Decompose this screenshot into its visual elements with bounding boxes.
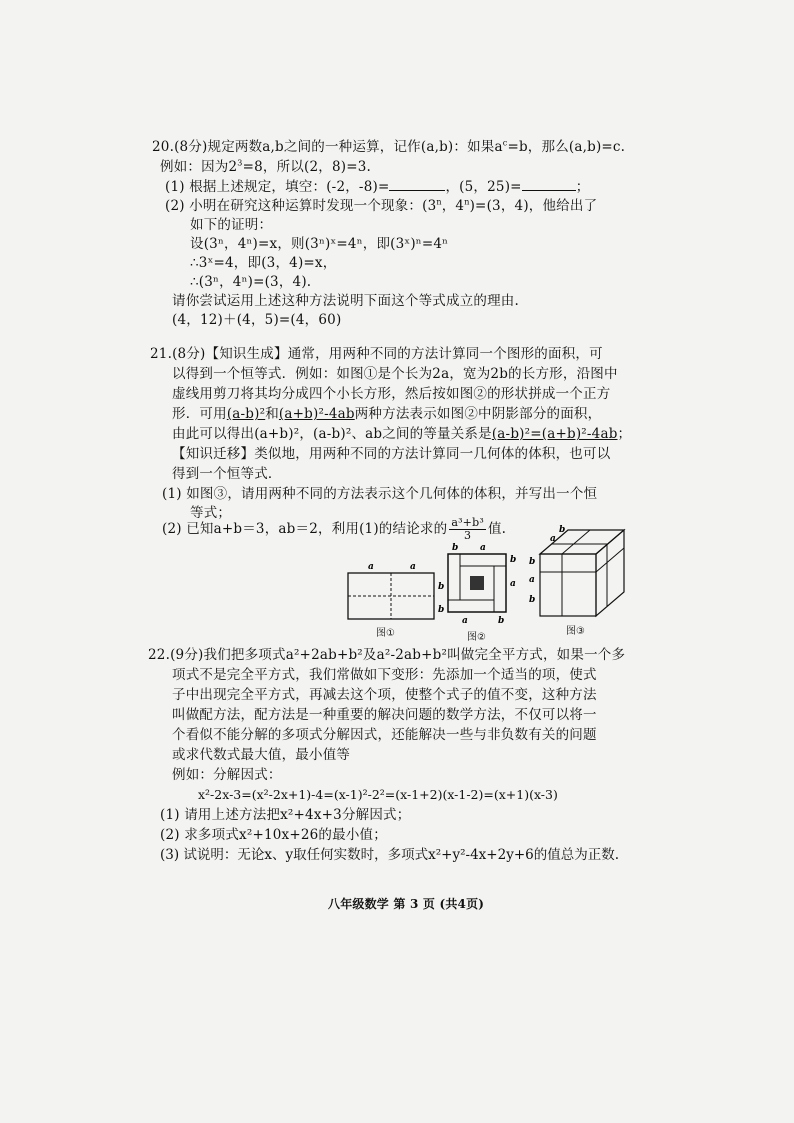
q21-fraction: $\frac{\text{a³+b³}}{3}$ bbox=[451, 516, 484, 542]
figure-1-caption: 图① bbox=[376, 628, 395, 639]
figure-2-caption: 图② bbox=[467, 632, 486, 643]
q21-part1: (1) 如图③，请用两种不同的方法表示这个几何体的体积，并写出一个恒 bbox=[162, 486, 598, 502]
fig2-label-b-top: b bbox=[452, 543, 459, 553]
figure-1-rectangle bbox=[340, 560, 450, 624]
q22-line2: 项式不是完全平方式，我们常做如下变形：先添加一个适当的项，使式 bbox=[172, 667, 597, 683]
q20-part2-line2: 如下的证明： bbox=[190, 217, 273, 233]
q21-part2: (2) 已知a+b＝3，ab＝2，利用(1)的结论求的 $\frac{\text{a³+b³}}{3}$ 值. bbox=[162, 516, 507, 542]
q20-equation: (4，12)＋(4，5)=(4，60) bbox=[172, 312, 342, 328]
q21-part1-line2: 等式； bbox=[190, 505, 232, 521]
fig3-label-b-top: b bbox=[559, 525, 566, 535]
page-footer: 八年级数学 第 3 页 (共4页) bbox=[328, 897, 485, 911]
q22-line5: 个看似不能分解的多项式分解因式，还能解决一些与非负数有关的问题 bbox=[172, 727, 597, 743]
fig3-label-b-lower: b bbox=[529, 595, 536, 605]
q20-line1: 20.(8分)规定两数a,b之间的一种运算，记作(a,b)：如果$a^c=b$，那么(a,b)=c. bbox=[152, 138, 626, 155]
q22-example: 例如：分解因式： bbox=[172, 767, 282, 783]
q21-line5: 由此可以得出(a+b)²，(a-b)²、ab之间的等量关系是(a-b)²=(a+b)²-4ab； bbox=[172, 426, 632, 442]
figure-3-caption: 图③ bbox=[566, 626, 585, 637]
fig2-label-b-right: b bbox=[510, 555, 517, 565]
fig1-label-a-right: a bbox=[410, 562, 416, 572]
fig2-label-b-bottom: b bbox=[498, 616, 505, 626]
q21-line6: 【知识迁移】类似地，用两种不同的方法计算同一几何体的体积，也可以 bbox=[172, 446, 611, 462]
q22-line3: 子中出现完全平方式，再减去这个项，使整个式子的值不变，这种方法 bbox=[172, 687, 597, 703]
fig1-label-a-left: a bbox=[368, 562, 374, 572]
q20-proof-2: ∴3ˣ=4，即(3，4)=x， bbox=[190, 255, 337, 271]
q21-line4: 形．可用(a-b)²和(a+b)²-4ab两种方法表示如图②中阴影部分的面积， bbox=[172, 406, 602, 422]
figure-2-square bbox=[440, 540, 520, 630]
fig3-label-a-top: a bbox=[550, 534, 556, 544]
q22-line6: 或求代数式最大值，最小值等 bbox=[172, 747, 351, 763]
q21-line7: 得到一个恒等式． bbox=[172, 466, 282, 482]
fig1-label-b-top: b bbox=[438, 582, 445, 592]
q21-line3: 虚线用剪刀将其均分成四个小长方形，然后按如图②的形状拼成一个正方 bbox=[172, 386, 611, 402]
q20-proof-1: 设(3ⁿ，4ⁿ)=x，则(3ⁿ)ˣ=4ⁿ，即(3ˣ)ⁿ=4ⁿ bbox=[190, 236, 449, 252]
q20-part1: (1) 根据上述规定，填空：(-2，-8)= ，(5，25)= ； bbox=[165, 179, 590, 195]
q22-part1: (1) 请用上述方法把x²+4x+3分解因式； bbox=[160, 807, 411, 823]
fig2-label-a-top: a bbox=[480, 543, 486, 553]
fig3-label-a-left: a bbox=[529, 575, 535, 585]
q22-example-formula: x²-2x-3=(x²-2x+1)-4=(x-1)²-2²=(x-1+2)(x-1-2)=(x+1)(x-3) bbox=[198, 787, 558, 802]
q21-line1: 21.(8分)【知识生成】通常，用两种不同的方法计算同一个图形的面积，可 bbox=[150, 346, 603, 362]
q21-line2: 以得到一个恒等式．例如：如图①是个长为2a，宽为2b的长方形，沿图中 bbox=[172, 366, 618, 382]
q20-part2: (2) 小明在研究这种运算时发现一个现象：(3$^n$，$4^n)=(3$，4)，他给出了 bbox=[165, 197, 598, 214]
fig1-label-b-bottom: b bbox=[438, 605, 445, 615]
q20-example: 例如：因为$2^3=8$，所以(2，8)=3. bbox=[160, 158, 371, 175]
q22-part2: (2) 求多项式x²+10x+26的最小值； bbox=[160, 827, 387, 843]
q22-part3: (3) 试说明：无论x、y取任何实数时，多项式x²+y²-4x+2y+6的值总为正数. bbox=[160, 847, 620, 863]
fig3-label-b-left: b bbox=[529, 557, 536, 567]
q20-ask: 请你尝试运用上述这种方法说明下面这个等式成立的理由. bbox=[172, 293, 519, 309]
figure-3-cube bbox=[528, 524, 632, 622]
q20-proof-3: ∴(3ⁿ，4ⁿ)=(3，4). bbox=[190, 274, 312, 290]
q22-line1: 22.(9分)我们把多项式a²+2ab+b²及a²-2ab+b²叫做完全平方式，如果一个多 bbox=[148, 647, 626, 663]
fig2-label-a-right: a bbox=[510, 579, 516, 589]
q22-line4: 叫做配方法，配方法是一种重要的解决问题的数学方法，不仅可以将一 bbox=[172, 707, 597, 723]
fig2-label-a-bottom: a bbox=[462, 616, 468, 626]
